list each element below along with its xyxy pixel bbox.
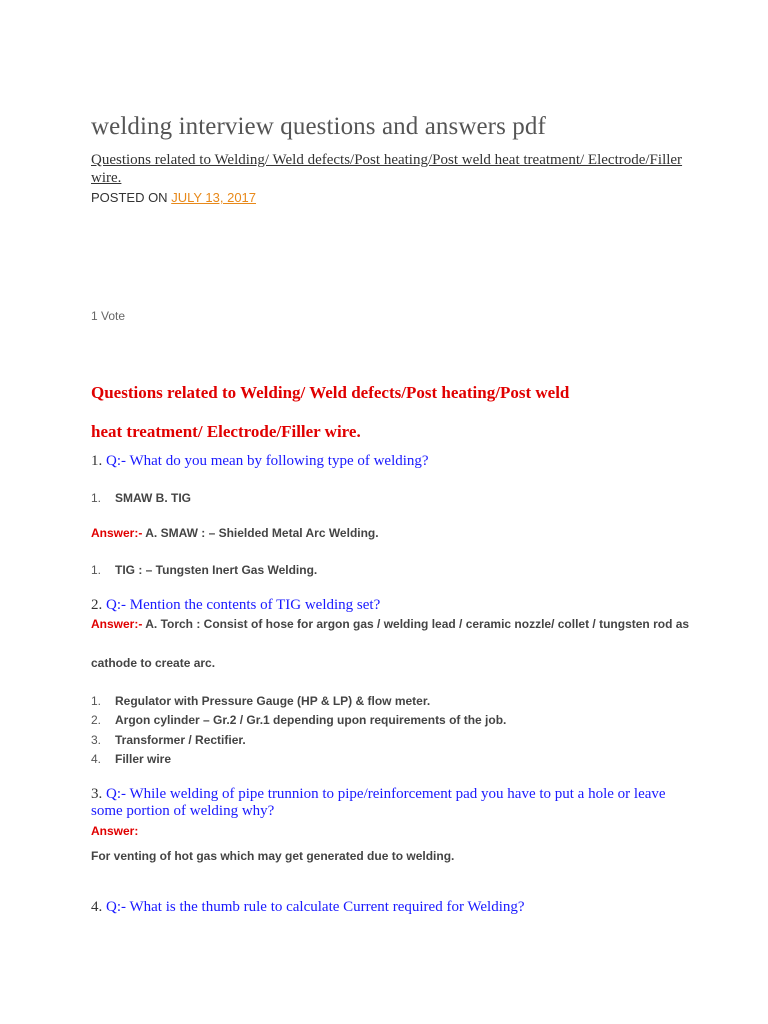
answer-1 <box>91 526 691 541</box>
posted-on <box>91 190 256 205</box>
list-text: Regulator with Pressure Gauge (HP & LP) & flow meter. <box>115 694 431 708</box>
answer-label: Answer: <box>91 824 139 838</box>
question-text: Q:- What do you mean by following type of welding? <box>106 453 429 469</box>
question-number: 1. <box>91 453 103 469</box>
list-item <box>91 563 691 578</box>
list-text: Argon cylinder – Gr.2 / Gr.1 depending upon requirements of the job. <box>115 713 507 727</box>
list-text: TIG : – Tungsten Inert Gas Welding. <box>115 563 318 577</box>
list-item <box>91 713 691 728</box>
answer-text: A. Torch : Consist of hose for argon gas / welding lead / ceramic nozzle/ collet / tungsten rod as <box>145 617 690 631</box>
list-item <box>91 491 691 506</box>
question-number: 2. <box>91 597 103 613</box>
list-item <box>91 733 691 748</box>
list-number: 4. <box>91 752 102 766</box>
list-item <box>91 752 691 767</box>
answer-2-continued: cathode to create arc. <box>91 656 216 670</box>
content-heading-line-1: Questions related to Welding/ Weld defects/Post heating/Post weld <box>91 383 570 402</box>
list-number: 3. <box>91 733 102 747</box>
list-number: 2. <box>91 713 102 727</box>
list-number: 1. <box>91 694 102 708</box>
question-3 <box>91 786 691 820</box>
question-number: 3. <box>91 786 103 802</box>
question-text: Q:- Mention the contents of TIG welding set? <box>106 597 381 613</box>
vote-count: 1 Vote <box>91 309 126 323</box>
question-text: Q:- While welding of pipe trunnion to pipe/reinforcement pad you have to put a hole or leave some portion of welding why? <box>91 786 666 819</box>
post-title: welding interview questions and answers pdf <box>91 113 546 140</box>
posted-on-label: POSTED ON <box>91 190 168 205</box>
content-heading-line-2: heat treatment/ Electrode/Filler wire. <box>91 422 361 441</box>
answer-3: For venting of hot gas which may get generated due to welding. <box>91 849 455 863</box>
question-2 <box>91 597 731 614</box>
question-1 <box>91 453 731 470</box>
post-subtitle-link[interactable]: Questions related to Welding/ Weld defects/Post heating/Post weld heat treatment/ Electrode/Filler wire. <box>91 152 683 186</box>
post-date-link[interactable]: JULY 13, 2017 <box>171 190 257 205</box>
answer-label: Answer:- <box>91 617 143 631</box>
answer-3-label <box>91 824 691 839</box>
list-number: 1. <box>91 563 102 577</box>
question-4 <box>91 899 731 916</box>
question-text: Q:- What is the thumb rule to calculate Current required for Welding? <box>106 899 525 915</box>
list-item <box>91 694 691 709</box>
list-text: SMAW B. TIG <box>115 491 191 505</box>
answer-2 <box>91 617 691 632</box>
list-text: Transformer / Rectifier. <box>115 733 246 747</box>
answer-text: A. SMAW : – Shielded Metal Arc Welding. <box>145 526 379 540</box>
list-text: Filler wire <box>115 752 172 766</box>
list-number: 1. <box>91 491 102 505</box>
answer-label: Answer:- <box>91 526 143 540</box>
question-number: 4. <box>91 899 103 915</box>
